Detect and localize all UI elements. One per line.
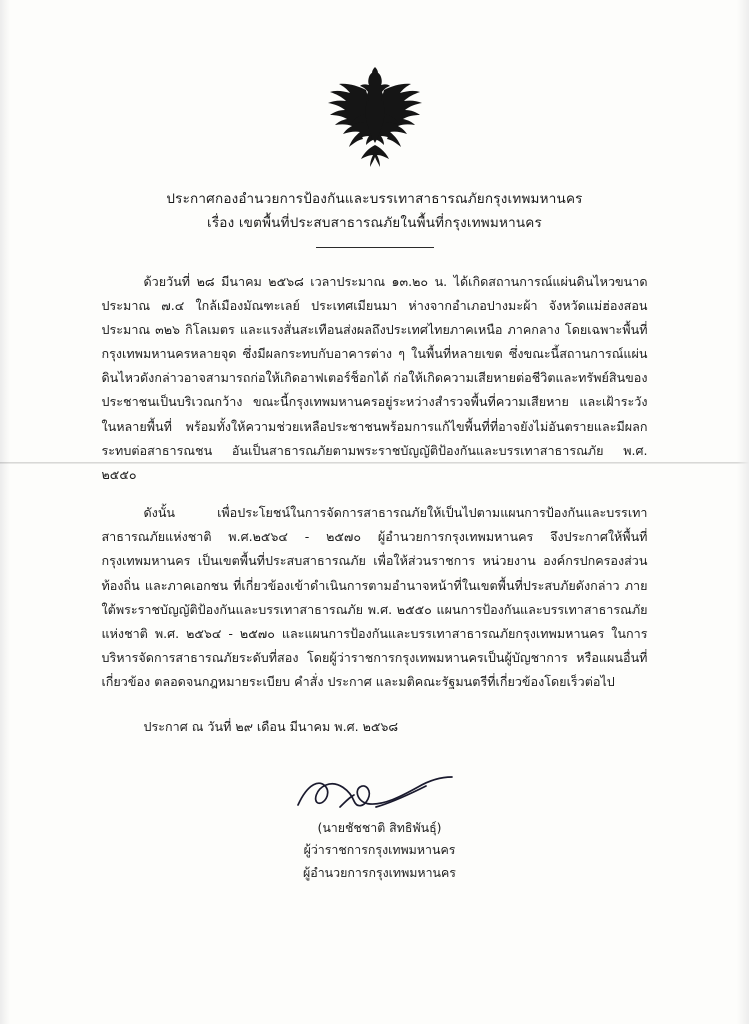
signature-block <box>0 771 749 886</box>
announcement-date: ประกาศ ณ วันที่ ๒๙ เดือน มีนาคม พ.ศ. ๒๕๖๘ <box>143 718 399 734</box>
document-title-block <box>0 188 749 248</box>
signer-role-2: ผู้อำนวยการกรุงเทพมหานคร <box>303 865 456 881</box>
signer-name: (นายชัชชาติ สิทธิพันธุ์) <box>317 819 442 835</box>
emblem-container <box>0 0 749 176</box>
paragraph-2: ดังนั้น เพื่อประโยชน์ในการจัดการสาธารณภัยให้เป็นไปตามแผนการป้องกันและบรรเทาสาธารณภัยแห่งชาติ พ.ศ.๒๕๖๔ - ๒๕๗๐ ผู้อำนวยการกรุงเทพมหานคร จึงประกาศให้พื้นที่กรุงเทพมหานคร เป็นเขตพื้นที่ประสบสาธารณภัย เพื่อให้ส่วนราชการ หน่วยงาน องค์กรปกครองส่วนท้องถิ่น และภาคเอกชน ที่เกี่ยวข้องเข้าดำเนินการตามอำนาจหน้าที่ในเขตพื้นที่ประสบภัยดังกล่าว ภายใต้พระราชบัญญัติป้องกันและบรรเทาสาธารณภัย พ.ศ. ๒๕๕๐ แผนการป้องกันและบรรเทาสาธารณภัยแห่งชาติ พ.ศ. ๒๕๖๔ - ๒๕๗๐ และแผนการป้องกันและบรรเทาสาธารณภัยกรุงเทพมหานคร ในการบริหารจัดการสาธารณภัยระดับที่สอง โดยผู้ว่าราชการกรุงเทพมหานครเป็นผู้บัญชาการ หรือแผนอื่นที่เกี่ยวข้อง ตลอดจนกฎหมายระเบียบ คำสั่ง ประกาศ และมติคณะรัฐมนตรีที่เกี่ยวข้องโดยเร็วต่อไป <box>101 505 648 690</box>
document-body <box>102 270 648 488</box>
paragraph-1: ด้วยวันที่ ๒๘ มีนาคม ๒๕๖๘ เวลาประมาณ ๑๓.๒๐ น. ได้เกิดสถานการณ์แผ่นดินไหวขนาดประมาณ ๗.๔ ใกล้เมืองมัณฑะเลย์ ประเทศเมียนมา ห่างจากอำเภอปางมะผ้า จังหวัดแม่ฮ่องสอน ประมาณ ๓๒๖ กิโลเมตร และแรงสั่นสะเทือนส่งผลถึงประเทศไทยภาคเหนือ ภาคกลาง โดยเฉพาะพื้นที่กรุงเทพมหานครหลายจุด ซึ่งมีผลกระทบกับอาคารต่าง ๆ ในพื้นที่หลายเขต ซึ่งขณะนี้สถานการณ์แผ่นดินไหวดังกล่าวอาจสามารถก่อให้เกิดอาฟเตอร์ช็อกได้ ก่อให้เกิดความเสียหายต่อชีวิตและทรัพย์สินของประชาชนเป็นบริเวณกว้าง ขณะนี้กรุงเทพมหานครอยู่ระหว่างสำรวจพื้นที่ความเสียหาย และเฝ้าระวังในหลายพื้นที่ พร้อมทั้งให้ความช่วยเหลือประชาชนพร้อมการแก้ไขพื้นที่ที่อาจยังไม่อันตรายและมีผลกระทบต่อสาธารณชน อันเป็นสาธารณภัยตามพระราชบัญญัติป้องกันและบรรเทาสาธารณภัย พ.ศ. ๒๕๕๐ <box>101 273 648 482</box>
document-title: ประกาศกองอำนวยการป้องกันและบรรเทาสาธารณภัยกรุงเทพมหานคร <box>166 191 583 207</box>
document-body-2 <box>102 501 648 694</box>
signer-role-1: ผู้ว่าราชการกรุงเทพมหานคร <box>303 842 456 858</box>
garuda-emblem-icon <box>314 66 436 178</box>
handwritten-signature-icon <box>0 771 749 817</box>
title-divider <box>316 247 434 248</box>
document-subject: เรื่อง เขตพื้นที่ประสบสาธารณภัยในพื้นที่กรุงเทพมหานคร <box>207 214 542 231</box>
page-fold-seam <box>0 462 749 464</box>
